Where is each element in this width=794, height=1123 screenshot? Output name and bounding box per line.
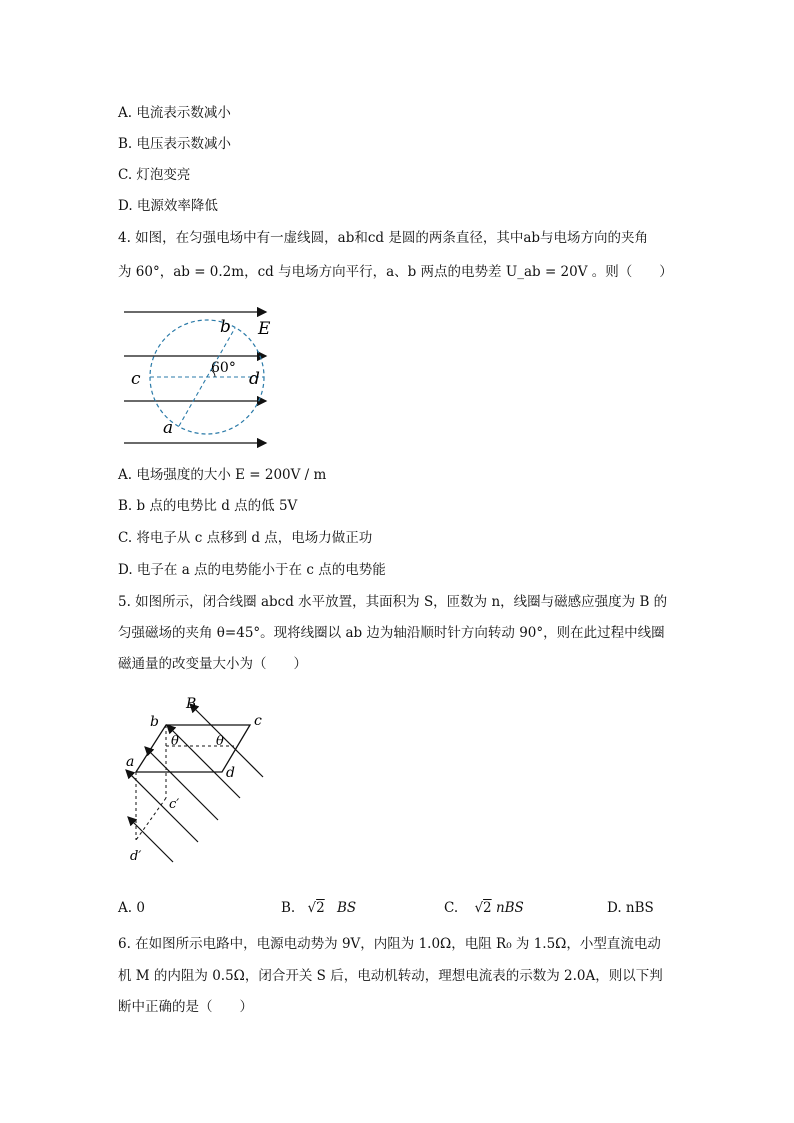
q6-line3: 断中正确的是（ ） [118, 999, 253, 1015]
dashed-cprime-dprime [136, 798, 166, 840]
label-theta-2: θ [216, 734, 224, 749]
q3-option-b: B. 电压表示数减小 [118, 136, 232, 152]
q5-option-c-value: nBS [495, 900, 524, 916]
label-d: d [249, 369, 260, 389]
q4-option-b: B. b 点的电势比 d 点的低 5V [118, 498, 298, 514]
label-c-prime: c′ [169, 797, 180, 812]
label-a: a [126, 754, 135, 770]
q5-stem-line1: 5. 如图所示，闭合线圈 abcd 水平放置，其面积为 S，匝数为 n，线圈与磁感应强度为 B 的 [118, 594, 668, 610]
label-a: a [163, 418, 174, 438]
label-theta-1: θ [171, 734, 179, 749]
label-angle: 60° [211, 360, 236, 376]
label-c: c [131, 369, 141, 389]
q3-option-c: C. 灯泡变亮 [118, 167, 191, 183]
q4-option-a: A. 电场强度的大小 E = 200V / m [118, 467, 327, 483]
q4-stem-line2: 为 60°，ab = 0.2m，cd 与电场方向平行，a、b 两点的电势差 U_ab = 20V 。则（ ） [118, 264, 673, 280]
q6-line2: 机 M 的内阻为 0.5Ω，闭合开关 S 后，电动机转动，理想电流表的示数为 2.0A，则以下判 [118, 968, 663, 984]
q5-stem-line2: 匀强磁场的夹角 θ=45°。现将线圈以 ab 边为轴沿顺时针方向转动 90°，则在此过程中线圈 [118, 625, 665, 641]
q5-figure [118, 690, 278, 870]
label-d-prime: d′ [130, 849, 142, 864]
q6-line1: 6. 在如图所示电路中，电源电动势为 9V，内阻为 1.0Ω，电阻 R₀ 为 1.5Ω，小型直流电动 [118, 936, 661, 952]
q5-option-b-sqrt-value: 2 [316, 900, 325, 916]
q5-option-c-prefix: C. [444, 900, 459, 916]
magnetic-field-arrows [126, 704, 263, 862]
label-c: c [254, 713, 262, 729]
q4-stem-line1: 4. 如图，在匀强电场中有一虚线圆，ab和cd 是圆的两条直径，其中ab与电场方向的夹角 [118, 230, 649, 246]
q4-option-d: D. 电子在 a 点的电势能小于在 c 点的电势能 [118, 562, 386, 578]
q5-option-b-prefix: B. [281, 900, 296, 916]
label-E: E [258, 319, 271, 339]
q4-figure [116, 300, 286, 450]
q5-stem-line3: 磁通量的改变量大小为（ ） [118, 656, 307, 672]
q5-option-c-sqrt: √2 [474, 900, 492, 916]
q5-option-b [281, 899, 356, 917]
q5-option-d: D. nBS [607, 900, 654, 916]
q5-option-a: A. 0 [118, 900, 145, 916]
q5-option-c [444, 899, 524, 917]
label-B: B [186, 696, 197, 712]
label-b: b [220, 317, 231, 337]
label-d: d [226, 765, 235, 781]
label-b: b [150, 714, 159, 730]
q3-option-d: D. 电源效率降低 [118, 198, 218, 214]
q5-option-c-sqrt-value: 2 [483, 900, 492, 916]
q5-option-b-sqrt: √2 [307, 900, 325, 916]
q5-option-b-value: BS [337, 900, 357, 916]
q3-option-a: A. 电流表示数减小 [118, 105, 231, 121]
q4-option-c: C. 将电子从 c 点移到 d 点，电场力做正功 [118, 530, 373, 546]
